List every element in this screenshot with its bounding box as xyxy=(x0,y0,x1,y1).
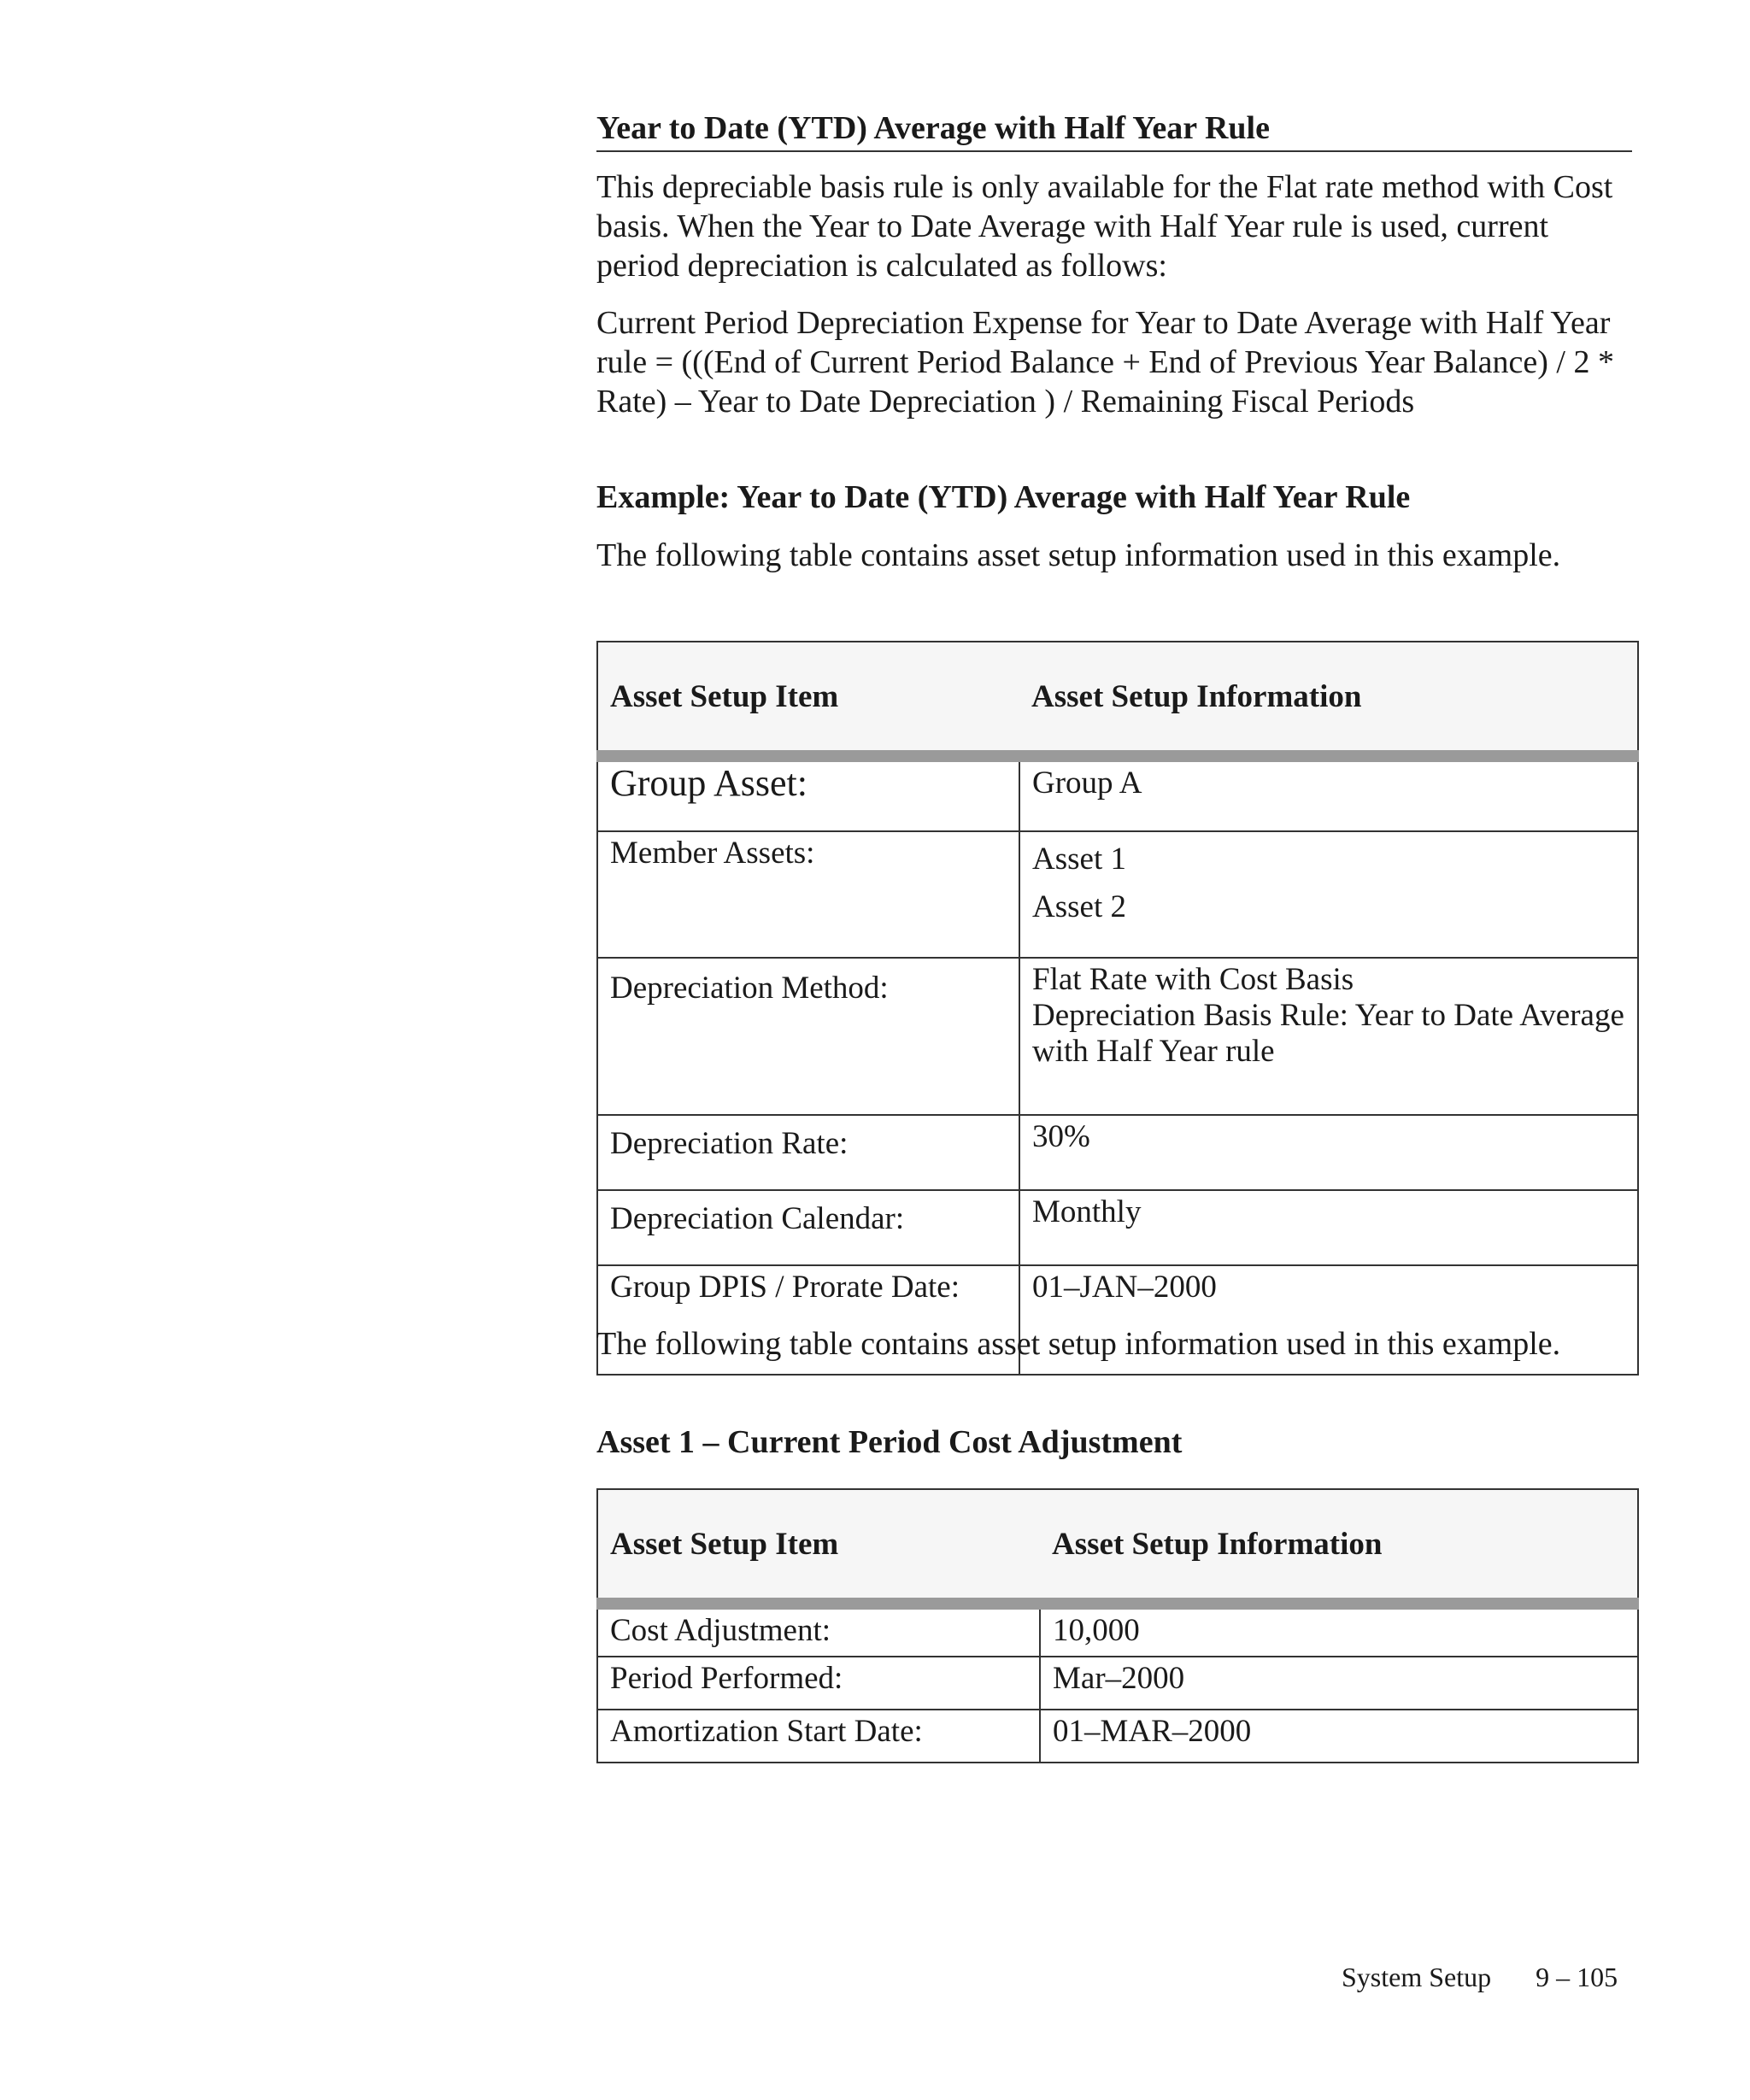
section-heading: Year to Date (YTD) Average with Half Year Rule xyxy=(596,108,1632,152)
footer-page-number: 9 – 105 xyxy=(1536,1962,1618,1992)
row-item-amortization-start: Amortization Start Date: xyxy=(597,1710,1040,1763)
formula-paragraph: Current Period Depreciation Expense for Year to Date Average with Half Year rule = (((End of Current Period Balance + End of Previous Year Balance) / 2 * Rate) – Year to Date Depreciation ) / Remaining Fiscal Periods xyxy=(596,305,1614,419)
row-info-group-dpis: 01–JAN–2000 xyxy=(1019,1265,1638,1375)
row-info-depreciation-calendar: Monthly xyxy=(1019,1190,1638,1265)
asset-setup-table xyxy=(596,641,1639,1376)
row-info-period-performed: Mar–2000 xyxy=(1040,1657,1638,1710)
column-header-information: Asset Setup Information xyxy=(1019,642,1638,756)
intro-paragraph: This depreciable basis rule is only available for the Flat rate method with Cost basis. When the Year to Date Average with Half Year rule is used, current period depreciation is calculated as follows: xyxy=(596,169,1613,284)
table-header-row xyxy=(597,642,1638,756)
member-asset-1: Asset 1 xyxy=(1032,842,1126,877)
row-info-member-assets xyxy=(1019,831,1638,958)
table-intro-paragraph: The following table contains asset setup information used in this example. xyxy=(596,537,1561,573)
depreciation-method-value: Flat Rate with Cost Basis xyxy=(1032,962,1354,997)
table-header-row xyxy=(597,1489,1638,1604)
table-row xyxy=(597,1710,1638,1763)
column-header-information: Asset Setup Information xyxy=(1040,1489,1638,1604)
member-asset-2: Asset 2 xyxy=(1032,889,1126,924)
depreciation-basis-rule-value: Depreciation Basis Rule: Year to Date Average with Half Year rule xyxy=(1032,998,1624,1069)
row-item-depreciation-calendar: Depreciation Calendar: xyxy=(597,1190,1019,1265)
cost-adjustment-table xyxy=(596,1488,1639,1763)
column-header-item: Asset Setup Item xyxy=(597,642,1019,756)
column-header-item: Asset Setup Item xyxy=(597,1489,1040,1604)
table-row xyxy=(597,1604,1638,1657)
row-info-cost-adjustment: 10,000 xyxy=(1040,1604,1638,1657)
row-info-group-asset: Group A xyxy=(1019,756,1638,831)
table-row xyxy=(597,756,1638,831)
table-row xyxy=(597,1190,1638,1265)
cost-adjustment-heading: Asset 1 – Current Period Cost Adjustment xyxy=(596,1424,1183,1460)
row-item-group-dpis: Group DPIS / Prorate Date: xyxy=(597,1265,1019,1375)
row-info-amortization-start: 01–MAR–2000 xyxy=(1040,1710,1638,1763)
table-row xyxy=(597,1657,1638,1710)
table-row xyxy=(597,831,1638,958)
table-row xyxy=(597,1115,1638,1190)
row-item-depreciation-rate: Depreciation Rate: xyxy=(597,1115,1019,1190)
footer-section-name: System Setup xyxy=(1342,1962,1492,1992)
row-info-depreciation-rate: 30% xyxy=(1019,1115,1638,1190)
example-heading: Example: Year to Date (YTD) Average with Half Year Rule xyxy=(596,479,1411,515)
table-intro-paragraph-2: The following table contains asset setup information used in this example. xyxy=(596,1326,1561,1362)
page-footer xyxy=(1342,1962,1618,1993)
row-info-depreciation-method xyxy=(1019,958,1638,1115)
table-row xyxy=(597,958,1638,1115)
row-item-depreciation-method: Depreciation Method: xyxy=(597,958,1019,1115)
row-item-period-performed: Period Performed: xyxy=(597,1657,1040,1710)
row-item-group-asset: Group Asset: xyxy=(597,756,1019,831)
row-item-cost-adjustment: Cost Adjustment: xyxy=(597,1604,1040,1657)
row-item-member-assets: Member Assets: xyxy=(597,831,1019,958)
